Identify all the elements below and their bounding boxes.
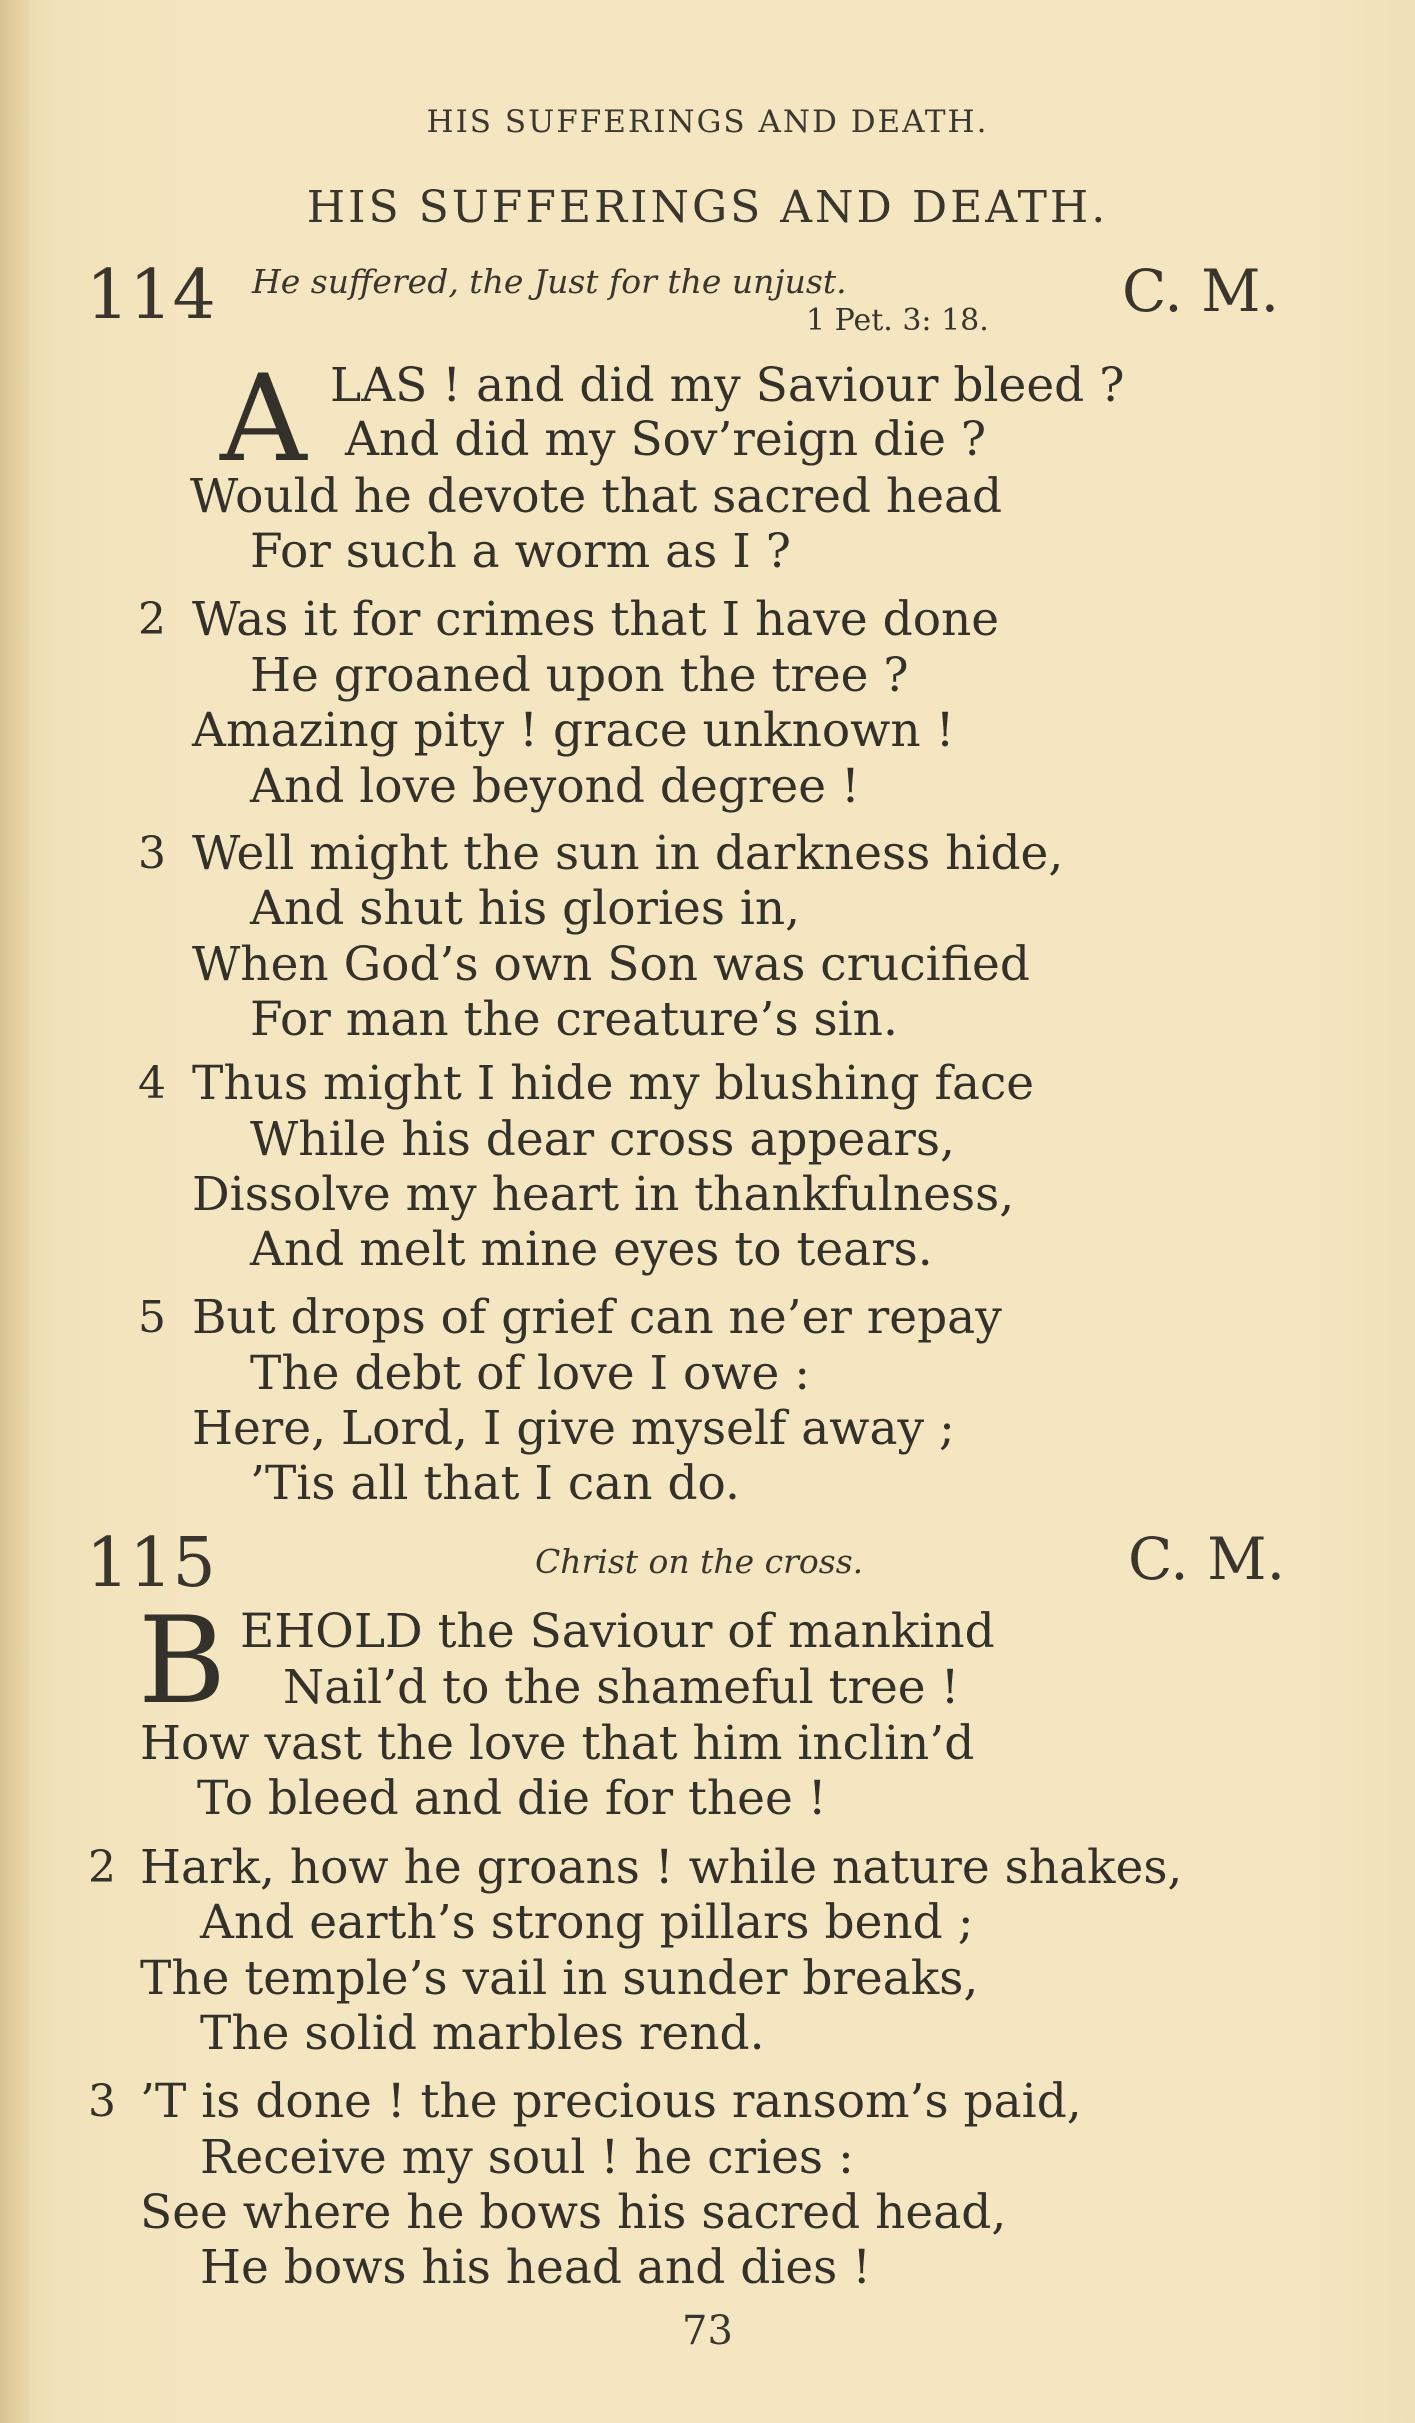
hymn-number: 115: [86, 1524, 216, 1603]
hymn-meter: C. M.: [1122, 257, 1280, 325]
verse-line: Well might the sun in darkness hide,: [192, 826, 1064, 881]
hymn-subtitle: Christ on the cross.: [535, 1542, 864, 1581]
verse-line: How vast the love that him inclin’d: [140, 1716, 975, 1771]
verse-line: Hark, how he groans ! while nature shakes,: [140, 1840, 1183, 1895]
verse-line: Thus might I hide my blushing face: [192, 1056, 1035, 1111]
verse-line: For such a worm as I ?: [250, 524, 791, 579]
section-heading: HIS SUFFERINGS AND DEATH.: [306, 182, 1109, 233]
scripture-reference: 1 Pet. 3: 18.: [806, 303, 989, 338]
running-head: HIS SUFFERINGS AND DEATH.: [426, 104, 989, 140]
verse-line: For man the creature’s sin.: [250, 992, 898, 1047]
verse-line: To bleed and die for thee !: [197, 1771, 827, 1826]
verse-line: EHOLD the Saviour of mankind: [240, 1604, 995, 1659]
drop-cap: B: [138, 1592, 227, 1731]
verse-line: The solid marbles rend.: [200, 2006, 765, 2061]
page-gutter: [0, 0, 30, 2423]
verse-line: Here, Lord, I give myself away ;: [192, 1401, 955, 1456]
verse-line: While his dear cross appears,: [250, 1112, 955, 1167]
verse-line: He bows his head and dies !: [200, 2240, 872, 2295]
verse-number: 3: [138, 828, 166, 879]
drop-cap: A: [220, 350, 307, 489]
verse-line: ’Tis all that I can do.: [250, 1456, 740, 1511]
verse-line: And shut his glories in,: [250, 881, 801, 936]
verse-line: And did my Sov’reign die ?: [345, 412, 987, 467]
verse-number: 2: [88, 1842, 116, 1893]
verse-number: 5: [138, 1292, 166, 1343]
verse-line: He groaned upon the tree ?: [250, 648, 909, 703]
verse-line: The temple’s vail in sunder breaks,: [140, 1951, 979, 2006]
hymn-meter: C. M.: [1128, 1525, 1286, 1593]
verse-line: Was it for crimes that I have done: [192, 592, 1000, 647]
verse-line: But drops of grief can ne’er repay: [192, 1290, 1002, 1345]
verse-line: When God’s own Son was crucified: [192, 937, 1030, 992]
verse-number: 4: [138, 1058, 166, 1109]
verse-line: ’T is done ! the precious ransom’s paid,: [140, 2074, 1082, 2129]
verse-line: Would he devote that sacred head: [190, 469, 1003, 524]
hymn-subtitle: He suffered, the Just for the unjust.: [252, 262, 847, 301]
verse-line: Dissolve my heart in thankfulness,: [192, 1167, 1015, 1222]
verse-line: See where he bows his sacred head,: [140, 2185, 1007, 2240]
verse-line: Nail’d to the shameful tree !: [283, 1660, 960, 1715]
verse-number: 3: [88, 2076, 116, 2127]
verse-line: And love beyond degree !: [250, 759, 860, 814]
verse-line: LAS ! and did my Saviour bleed ?: [330, 358, 1125, 413]
verse-number: 2: [138, 594, 166, 645]
verse-line: Amazing pity ! grace unknown !: [192, 703, 955, 758]
verse-line: The debt of love I owe :: [250, 1346, 811, 1401]
verse-line: And melt mine eyes to tears.: [250, 1222, 933, 1277]
page-number: 73: [682, 2308, 733, 2354]
verse-line: Receive my soul ! he cries :: [200, 2130, 854, 2185]
verse-line: And earth’s strong pillars bend ;: [200, 1895, 974, 1950]
hymn-number: 114: [86, 256, 216, 335]
